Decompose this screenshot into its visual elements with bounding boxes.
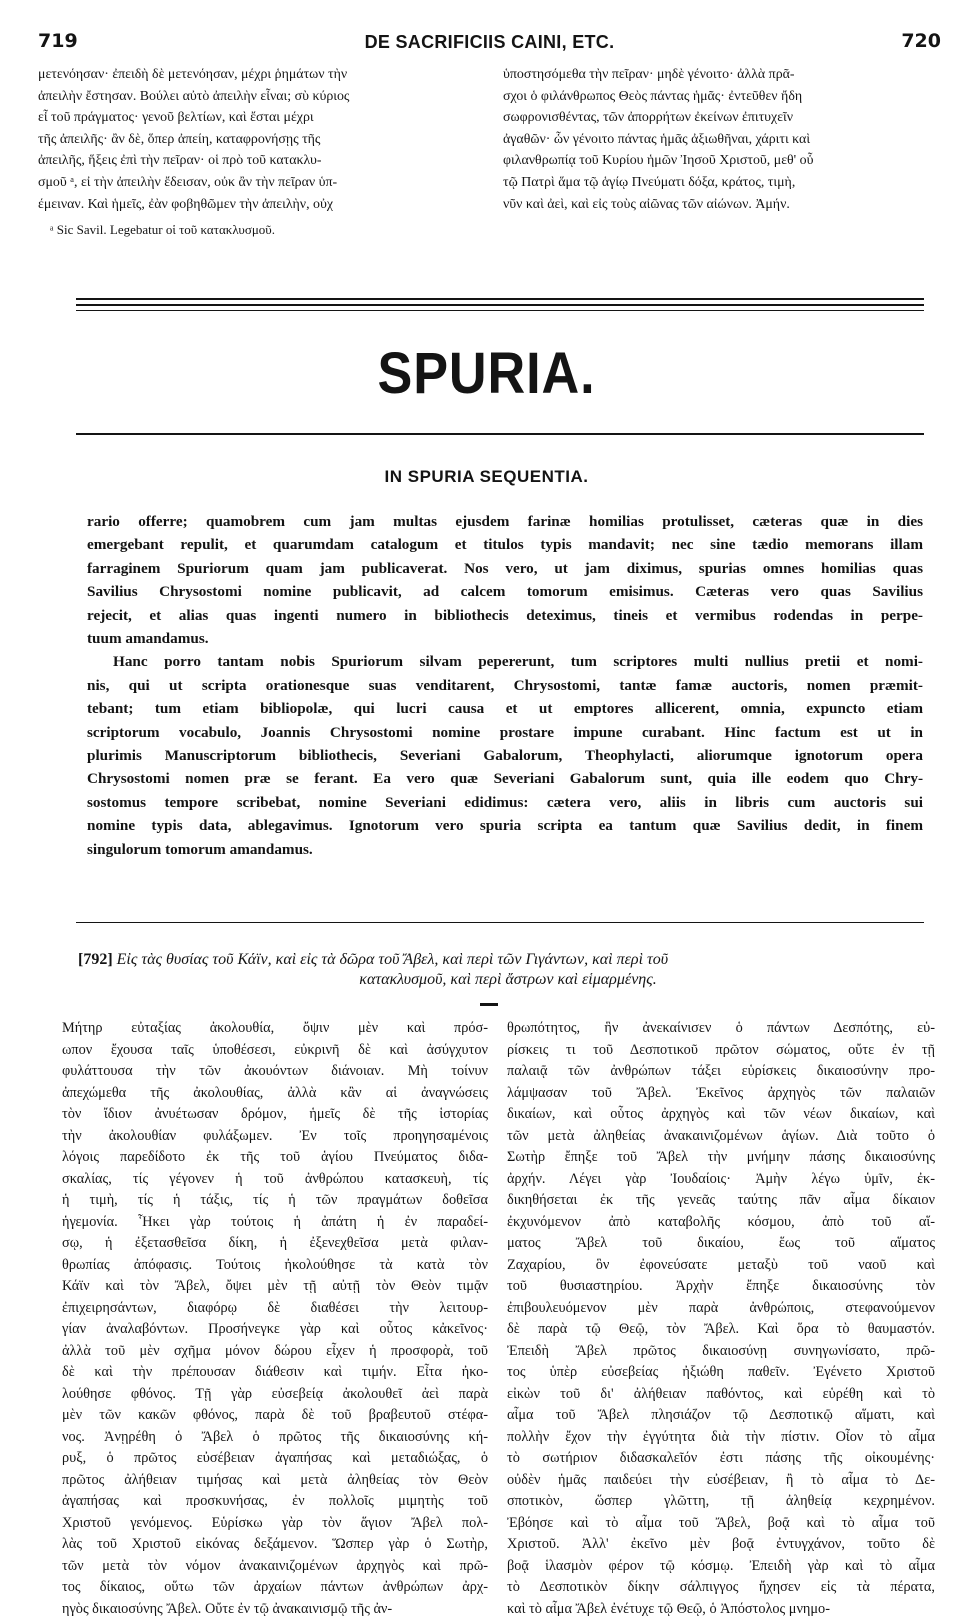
text-line: ρυξ, ὁ πρῶτος εὐσέβειαν ἀγαπήσας καὶ μεταδιώξας, ὁ [62,1448,488,1470]
text-line: ἀπειλὴν ἔστησαν. Βούλει αὐτὸ ἀπειλὴν εἶναι; σὺ κύριος [38,86,472,108]
text-line: ἐπιβουλευόμενον μὲν παρὰ ἀνθρώποις, στεφανούμενον [507,1298,935,1320]
text-line: nis, qui ut scripta orationesque suas venditarent, Chrysostomi, tantæ famæ auctoris, nomen præmit- [87,674,923,697]
text-line: ἀλλὰ τοῦ μὲν σχῆμα μόνον δώρου εἶχεν ἡ προσφορὰ, τοῦ [62,1341,488,1363]
text-line: λάμψασαν τοῦ Ἄβελ. Ἐκεῖνος ἀρχηγὸς τῶν παλαιῶν [507,1083,935,1105]
text-line: ἀγαπήσας καὶ προσκυνήσας, ἐν πολλοῖς μιμητὴς τοῦ [62,1491,488,1513]
text-line: σμοῦ ᵃ, εἰ τὴν ἀπειλὴν ἔδεισαν, οὐκ ἂν τὴν πεῖραν ὑπ- [38,172,472,194]
text-line: ἡγεμονία. Ἧκει γὰρ τούτοις ἡ ἀπάτη ἡ ἐν παραδεί- [62,1212,488,1234]
text-line: ηγὸς δικαιοσύνης Ἄβελ. Οὔτε ἐν τῷ ἀνακαινισμῷ τῆς ἀν- [62,1599,488,1620]
divider-rule [76,433,924,435]
text-line: ἀπειλῆς, ἥξεις ἐπὶ τὴν πεῖραν· οἱ πρὸ τοῦ κατακλυ- [38,150,472,172]
homily-title-line: Εἰς τὰς θυσίας τοῦ Κάϊν, καὶ εἰς τὰ δῶρα τοῦ Ἄβελ, καὶ περὶ τῶν Γιγάντων, καὶ περὶ τοῦ [117,951,668,968]
text-line: τοῦ θυσιαστηρίου. Ἀρχὴν ἔπηξε δικαιοσύνης τὸν [507,1276,935,1298]
text-line: Χριστοῦ γενόμενος. Εὑρίσκω γὰρ τὸν ἅγιον Ἄβελ πολ- [62,1513,488,1535]
top-left-column [38,64,472,241]
text-line: plurimis Manuscriptorum bibliothecis, Severiani Gabalorum, Theophylacti, aliorumque ignotorum opera [87,744,923,767]
short-rule [480,1003,498,1006]
homily-heading [78,950,938,990]
text-line: λόγοις παρεδίδοτο ἐκ τῆς τοῦ ἁγίου Πνεύματος διδα- [62,1147,488,1169]
text-line: θρωπίας ἀπόφασις. Τούτοις ἠκολούθησε τὰ κατὰ τὸν [62,1255,488,1277]
text-line: πολλὴν ἔχον τὴν ἐγγύτητα διὰ τὴν πίστιν. Οἶον τὸ αἷμα [507,1427,935,1449]
text-line: ἐπιχειρησάντων, διαφόρῳ δὲ διαθέσει τὴν λειτουρ- [62,1298,488,1320]
text-line: ἀρχήν. Λέγει γὰρ Ἰουδαίοις· Ἀμὴν λέγω ὑμῖν, ἐκ- [507,1169,935,1191]
text-line: σποτικὸν, ὥσπερ γλῶττη, τῇ ἀληθείᾳ κεχρημένον. [507,1491,935,1513]
latin-paragraph [87,650,923,861]
section-title: SPURIA. [49,340,925,407]
homily-left-text [62,1018,488,1620]
text-line: Chrysostomi nomen præ se ferant. Ea vero quæ Severiani Gabalorum sunt, quia ille eodem quo Chry- [87,767,923,790]
text-line: singulorum tomorum amandamus. [87,838,923,861]
text-line: λὰς τοῦ Χριστοῦ εἰκόνας δεξάμενον. Ὥσπερ γὰρ ὁ Σωτὴρ, [62,1534,488,1556]
text-line: emergebant repulit, et quarumdam catalogum et titulos typis mandavit; nec sine tædio memorans illam [87,533,923,556]
text-line: farraginem Spuriorum quam jam publicaverat. Nos vero, ut jam diximus, spurias omnes homilias quas [87,557,923,580]
text-line: sostomus tempore scribebat, nomine Severiani edidimus: cætera vero, aliis in libris cum auctoris sui [87,791,923,814]
divider-rule [76,310,924,311]
text-line: εἰκὼν τοῦ δι' ἀλήθειαν παθόντος, καὶ εὑρέθη καὶ τὸ [507,1384,935,1406]
text-line: οὐδὲν ἡμᾶς παιδεύει τὴν εὐσέβειαν, ἢ τὸ αἷμα τὸ Δε- [507,1470,935,1492]
text-line: εἶ τοῦ πράγματος· γενοῦ βελτίων, καὶ ἔσται μέχρι [38,107,472,129]
text-line: παλαιᾷ τῶν ἀνθρώπων τάξει εὑρίσκεις δικαιοσύνην προ- [507,1061,935,1083]
running-header [38,30,941,56]
text-line: ματος Ἄβελ τοῦ δικαίου, ἕως τοῦ αἵματος [507,1233,935,1255]
homily-right-column [507,1018,935,1620]
text-line: Ἐβόησε καὶ τὸ αἷμα τοῦ Ἄβελ, βοᾷ καὶ τὸ αἷμα τοῦ [507,1513,935,1535]
text-line: τὸ Δεσποτικὸν δίκην σάλπιγγος ἤχησεν εἰς τὰ πέρατα, [507,1577,935,1599]
text-line: θρωπότητος, ἣν ἀνεκαίνισεν ὁ πάντων Δεσπότης, εὑ- [507,1018,935,1040]
text-line: σκαλίας, τίς γέγονεν ἡ τοῦ ἀνθρώπου κατασκευὴ, τίς [62,1169,488,1191]
text-line: ἀπεχώμεθα τῆς ἀκολουθίας, ἀλλὰ κἂν αἱ ἀναγνώσεις [62,1083,488,1105]
text-line: μὲν τῶν κακῶν φθόνος, παρὰ δὲ τοῦ βραβευτοῦ στέφα- [62,1405,488,1427]
homily-title-line: κατακλυσμοῦ, καὶ περὶ ἄστρων καὶ εἱμαρμένης. [78,970,938,990]
divider-rule [76,304,924,306]
text-line: τὴν ἀκολουθίαν φυλάξωμεν. Ἐν τοῖς προηγησαμένοις [62,1126,488,1148]
text-line: σχοι ὁ φιλάνθρωπος Θεὸς πάντας ἡμᾶς· ἐντεῦθεν ἤδη [503,86,935,108]
homily-left-column [62,1018,488,1620]
text-line: ἐκχυνόμενον ἀπὸ καταβολῆς κόσμου, ἀπὸ τοῦ αἵ- [507,1212,935,1234]
top-right-text [503,64,935,215]
top-right-column [503,64,935,215]
text-line: έμειναν. Καὶ ἡμεῖς, ἐὰν φοβηθῶμεν τὴν ἀπειλὴν, οὐχ [38,194,472,216]
text-line: Ζαχαρίου, ὃν ἐφονεύσατε μεταξὺ τοῦ ναοῦ καὶ [507,1255,935,1277]
text-line: πρῶτος ἀλήθειαν τιμήσας καὶ μετὰ ἀληθείας τὸν Θεὸν [62,1470,488,1492]
text-line: μετενόησαν· ἐπειδὴ δὲ μετενόησαν, μέχρι ῥημάτων τὴν [38,64,472,86]
text-line: τῆς ἀπειλῆς· ἂν δὲ, ὅπερ ἀπείη, καταφρονήσῃς τῆς [38,129,472,151]
text-line: τος ὑπὲρ εὐσεβείας ἠξιώθη παθεῖν. Ἐγένετο Χριστοῦ [507,1362,935,1384]
text-line: νῦν καὶ ἀεὶ, καὶ εἰς τοὺς αἰῶνας τῶν αἰώνων. Ἀμήν. [503,194,935,216]
text-line: βοᾷ ἱλασμὸν φέρον τῷ κόσμῳ. Ἐπειδὴ γὰρ καὶ τὸ αἷμα [507,1556,935,1578]
text-line: Savilius Chrysostomi nomine publicavit, ad calcem tomorum emisimus. Cæteras vero quas Savilius [87,580,923,603]
text-line: Hanc porro tantam nobis Spuriorum silvam pepererunt, tum scriptores multi nullius pretii et nomi- [87,650,923,673]
text-line: ἀγαθῶν· ὧν γένοιτο πάντας ἡμᾶς ἀξιωθῆναι, χάριτι καὶ [503,129,935,151]
text-line: δικηθήσεται ἐκ τῆς γενεᾶς ταύτης πᾶν αἷμα δίκαιον [507,1190,935,1212]
page-number-left: 719 [38,30,78,52]
homily-right-text [507,1018,935,1620]
text-line: τὸν ἴδιον ἀνυέτωσαν δρόμον, ἡμεῖς δὲ τῆς ἱστορίας [62,1104,488,1126]
section-subtitle: IN SPURIA SEQUENTIA. [0,467,973,487]
page-number-right: 720 [901,30,941,52]
homily-number: [792] [78,951,113,968]
text-line: σωφρονισθέντας, τῶν ἀπορρήτων ἐκείνων ἐπιτυχεῖν [503,107,935,129]
divider-rule [76,922,924,923]
text-line: Μήτηρ εὐταξίας ἀκολουθία, ὄψιν μὲν καὶ πρόσ- [62,1018,488,1040]
latin-paragraph [87,510,923,650]
text-line: scriptorum vocabulo, Joannis Chrysostomi nomine prostare impune curabant. Hinc factum est ut in [87,721,923,744]
text-line: φυλάττουσα τὴν τῶν ἀκουόντων διάνοιαν. Μὴ τοίνυν [62,1061,488,1083]
text-line: Χριστοῦ. Ἀλλ' ἐκεῖνο μὲν βοᾷ ἐντυγχάνον, τοῦτο δὲ [507,1534,935,1556]
top-left-text [38,64,472,215]
text-line: Σωτὴρ ἔπηξε τοῦ Ἄβελ τὴν μνήμην πάσης δικαιοσύνης [507,1147,935,1169]
text-line: δικαίων, καὶ οὗτος ἀρχηγὸς καὶ τῶν νέων δικαίων, καὶ [507,1104,935,1126]
text-line: γίαν ἀναλαβόντων. Προσήνεγκε γὰρ καὶ οὗτος κἀκεῖνος· [62,1319,488,1341]
text-line: τῶν μετὰ ἀληθείας ἀνακαινιζομένων ἁγίων. Διὰ τοῦτο ὁ [507,1126,935,1148]
text-line: τῷ Πατρὶ ἅμα τῷ ἁγίῳ Πνεύματι δόξα, κράτος, τιμὴ, [503,172,935,194]
latin-introduction [87,510,923,861]
footnote: ᵃ Sic Savil. Legebatur οἱ τοῦ κατακλυσμοῦ. [38,219,472,241]
text-line: rejecit, et alias quas ingenti numero in bibliothecis deteximus, tineis et vermibus rodendas in perpe- [87,604,923,627]
text-line: rario offerre; quamobrem cum jam multas ejusdem farinæ homilias protulisset, cæteras quæ in dies [87,510,923,533]
text-line: τὸ σωτήριον διδασκαλεῖόν ἐστι πάσης τῆς οἰκουμένης· [507,1448,935,1470]
divider-rule [76,298,924,300]
text-line: λούθησε φθόνος. Τῇ γὰρ εὐσεβείᾳ ἀκολουθεῖ ἀεὶ παρὰ [62,1384,488,1406]
text-line: tebant; tum etiam bibliopolæ, qui lucri causa et ut emptores allicerent, omnia, expuncto etiam [87,697,923,720]
text-line: nomine typis data, ablegavimus. Ignotorum vero spuria scripta ea tantum quæ Savilius dedit, in finem [87,814,923,837]
text-line: tuum amandamus. [87,627,923,650]
text-line: ἡ τιμὴ, τίς ἡ τάξις, τίς ἡ τῶν πραγμάτων δοθεῖσα [62,1190,488,1212]
text-line: δὲ παρὰ τῷ Θεῷ, τὸν Ἄβελ. Καὶ ὅρα τὸ θαυμαστόν. [507,1319,935,1341]
text-line: Κάϊν καὶ τὸν Ἄβελ, ὄψει μὲν τῇ αὐτῇ τὸν Θεὸν τιμᾷν [62,1276,488,1298]
text-line: καὶ τὸ αἷμα Ἄβελ ἐνέτυχε τῷ Θεῷ, ὁ Ἀπόστολος μνημο- [507,1599,935,1620]
text-line: ὑποστησόμεθα τὴν πεῖραν· μηδὲ γένοιτο· ἀλλὰ πρᾶ- [503,64,935,86]
text-line: σῳ, ἡ ἐξετασθεῖσα δίκη, ἡ ἐξενεχθεῖσα μετὰ φιλαν- [62,1233,488,1255]
text-line: νος. Ἀνῃρέθη ὁ Ἄβελ ὁ πρῶτος τῆς δικαιοσύνης κή- [62,1427,488,1449]
text-line: τῶν μετὰ τὸν νόμον ἀνακαινιζομένων ἀρχηγὸς καὶ πρῶ- [62,1556,488,1578]
text-line: δὲ καὶ τὴν πρέπουσαν διάθεσιν καὶ τιμήν. Εἶτα ἠκο- [62,1362,488,1384]
text-line: αἷμα τοῦ Ἄβελ πλησιάζον τῷ Δεσποτικῷ αἵματι, καὶ [507,1405,935,1427]
text-line: Ἐπειδὴ Ἄβελ πρῶτος δικαιοσύνῃ συνηγωνίσατο, πρῶ- [507,1341,935,1363]
running-title: DE SACRIFICIIS CAINI, ETC. [38,32,941,53]
text-line: φιλανθρωπίᾳ τοῦ Κυρίου ἡμῶν Ἰησοῦ Χριστοῦ, μεθ' οὗ [503,150,935,172]
text-line: ρίσκεις τι τοῦ Δεσποτικοῦ πρῶτον σώματος, οὔτε ἐν τῇ [507,1040,935,1062]
text-line: τος δίκαιος, οὕτω τῶν ἀρχαίων πάντων ἀνθρώπων ἀρχ- [62,1577,488,1599]
text-line: ωπον ἔχουσα ταῖς ὑποθέσεσι, εὐκρινῆ δὲ καὶ ἀσύγχυτον [62,1040,488,1062]
